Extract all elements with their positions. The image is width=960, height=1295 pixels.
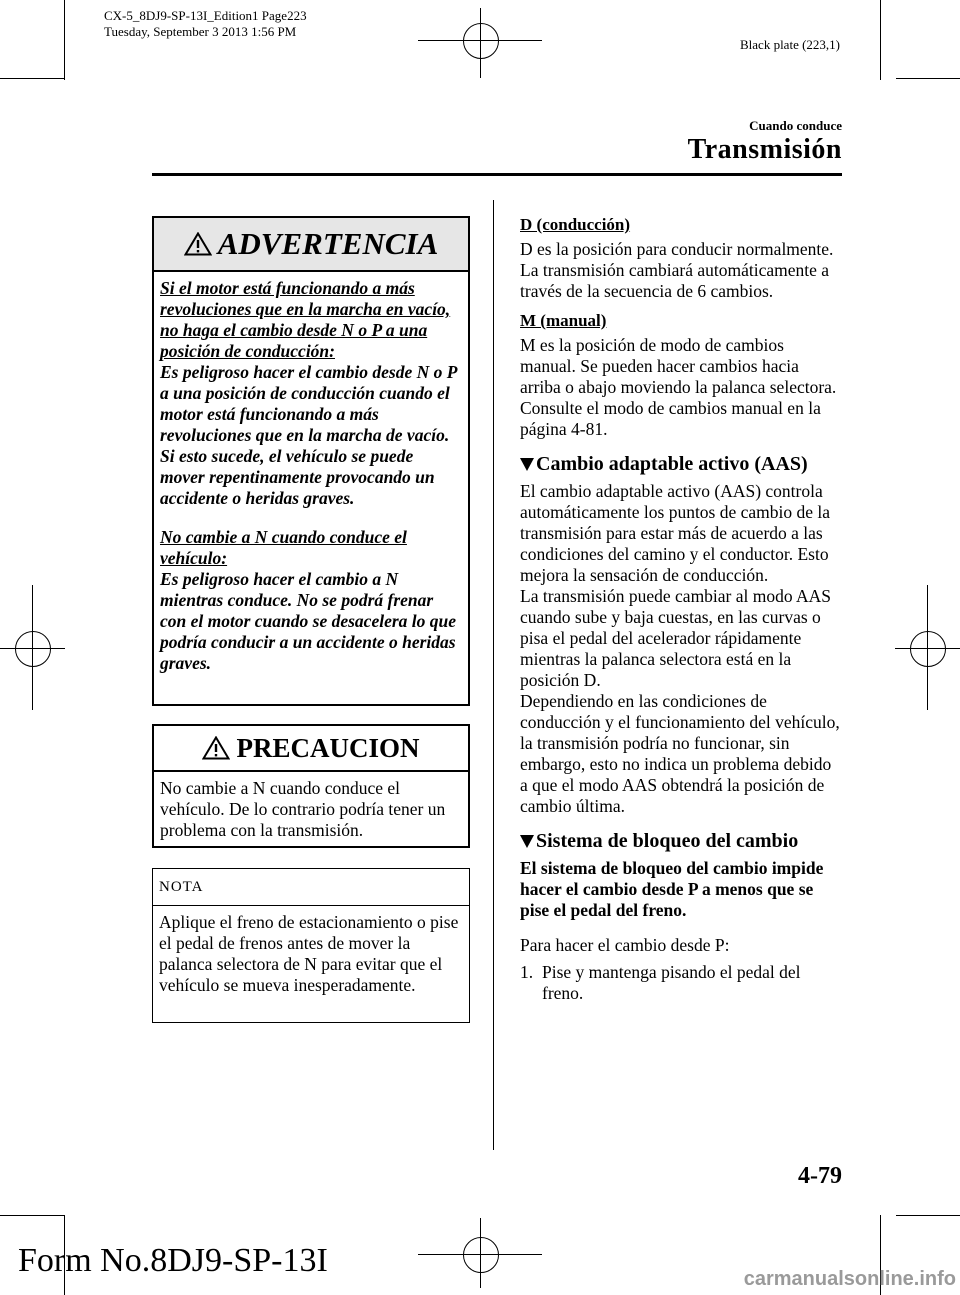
right-column	[520, 214, 842, 1004]
m-paragraph-1: M es la posición de modo de cambios manual. Se pueden hacer cambios hacia arriba o abajo moviendo la palanca selectora.	[520, 335, 837, 397]
chapter-label: Cuando conduce	[749, 118, 842, 133]
page-title: Transmisión	[687, 134, 842, 165]
plate-label: Black plate (223,1)	[740, 37, 840, 52]
watermark: carmanualsonline.info	[743, 1268, 956, 1290]
print-header-line2: Tuesday, September 3 2013 1:56 PM	[104, 24, 297, 39]
registration-mark	[15, 631, 51, 667]
aas-heading-text: Cambio adaptable activo (AAS)	[536, 453, 808, 475]
form-number: Form No.8DJ9-SP-13I	[18, 1242, 328, 1279]
crop-mark	[896, 1215, 960, 1216]
step-number: 1.	[520, 962, 534, 982]
aas-paragraph-3: Dependiendo en las condiciones de conducción y el funcionamiento del vehículo, la transmisión podría no funcionar, sin embargo, esto no indica un problema debido a que el modo AAS obtendrá la posición de cambio última.	[520, 691, 840, 816]
registration-mark	[463, 1237, 499, 1273]
m-paragraph-2: Consulte el modo de cambios manual en la página 4-81.	[520, 398, 821, 439]
caution-box	[152, 724, 470, 848]
note-box-body: Aplique el freno de estacionamiento o pise el pedal de frenos antes de mover la palanca selectora de N para evitar que el vehículo se mueva inesperadamente.	[159, 912, 459, 995]
note-box	[152, 868, 470, 1023]
shift-lock-bold-paragraph: El sistema de bloqueo del cambio impide hacer el cambio desde P a menos que se pise el pedal del freno.	[520, 858, 824, 920]
warning-para1-body: Es peligroso hacer el cambio desde N o P a una posición de conducción cuando el motor está funcionando a más revoluciones que en la marcha de vacío. Si esto sucede, el vehículo se puede mover repentinamente provocando un accidente o heridas graves.	[160, 362, 457, 508]
warning-box-header	[154, 218, 468, 272]
column-divider	[493, 200, 494, 1150]
step-item	[520, 962, 842, 1004]
aas-heading	[520, 454, 842, 475]
shift-lock-heading	[520, 831, 842, 852]
warning-para2-head: No cambie a N cuando conduce el vehículo:	[160, 527, 407, 568]
print-header-info	[104, 8, 307, 40]
caution-box-body: No cambie a N cuando conduce el vehículo. De lo contrario podría tener un problema con la transmisión.	[160, 778, 446, 840]
m-subheading: M (manual)	[520, 311, 607, 330]
note-box-title: NOTA	[159, 878, 204, 895]
crop-mark	[0, 78, 64, 79]
caution-triangle-icon	[202, 736, 230, 760]
crop-mark	[880, 0, 881, 80]
crop-mark	[896, 78, 960, 79]
warning-para1-head: Si el motor está funcionando a más revoluciones que en la marcha en vacío, no haga el cambio desde N o P a una posición de conducción:	[160, 278, 451, 361]
aas-paragraph-2: La transmisión puede cambiar al modo AAS cuando sube y baja cuestas, en las curvas o pisa el pedal del acelerador rápidamente mientras la palanca selectora está en la posición D.	[520, 586, 832, 690]
caution-box-title: PRECAUCION	[236, 732, 420, 763]
warning-box-title: ADVERTENCIA	[217, 226, 439, 261]
warning-box	[152, 216, 470, 706]
shift-lock-intro: Para hacer el cambio desde P:	[520, 935, 730, 955]
registration-mark	[910, 631, 946, 667]
d-subheading: D (conducción)	[520, 215, 631, 234]
page-number: 4-79	[798, 1163, 842, 1189]
crop-mark	[0, 1215, 64, 1216]
d-paragraph: D es la posición para conducir normalmente. La transmisión cambiará automáticamente a través de la secuencia de 6 cambios.	[520, 239, 834, 301]
section-triangle-icon	[520, 458, 534, 471]
registration-mark	[463, 23, 499, 59]
aas-paragraph-1: El cambio adaptable activo (AAS) controla automáticamente los puntos de cambio de la transmisión para estar más de acuerdo a las condiciones del camino y el conductor. Esto mejora la sensación de conducción.	[520, 481, 831, 585]
header-rule	[152, 173, 842, 176]
warning-para2-body: Es peligroso hacer el cambio a N mientras conduce. No se podrá frenar con el motor cuando se desacelera lo que podría conducir a un accidente o heridas graves.	[160, 569, 457, 673]
section-triangle-icon	[520, 835, 534, 848]
caution-box-header	[154, 726, 468, 772]
print-header-line1: CX-5_8DJ9-SP-13I_Edition1 Page223	[104, 8, 307, 23]
warning-box-body	[154, 272, 468, 682]
warning-triangle-icon	[184, 232, 212, 256]
step-text: Pise y mantenga pisando el pedal del freno.	[542, 962, 801, 1003]
shift-lock-heading-text: Sistema de bloqueo del cambio	[536, 830, 799, 852]
crop-mark	[64, 0, 65, 80]
note-box-header	[153, 869, 469, 906]
